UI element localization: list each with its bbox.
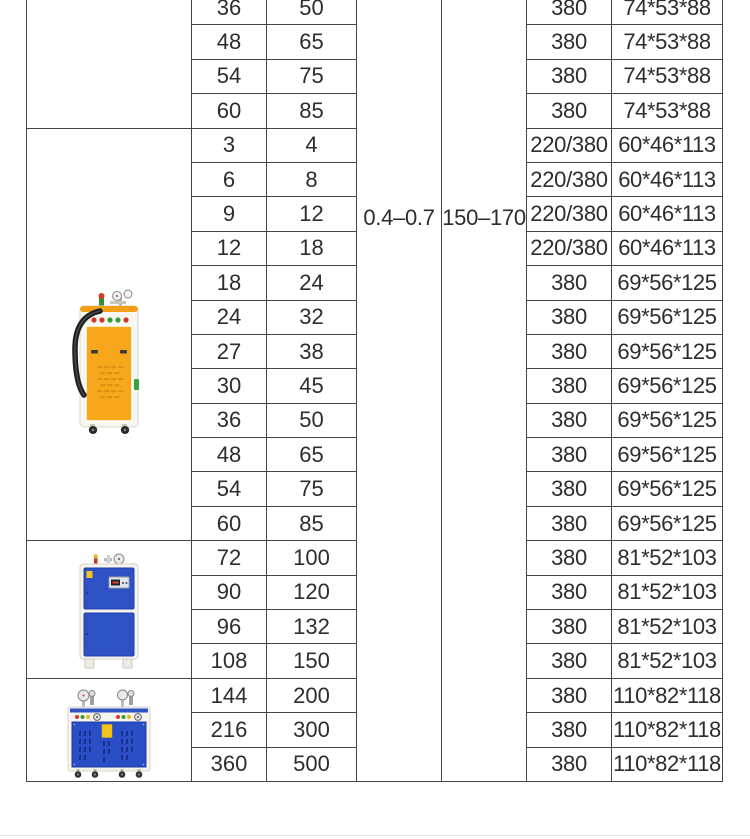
power-cell: 12	[192, 231, 267, 265]
power-cell: 108	[192, 644, 267, 678]
product-image-cell	[27, 678, 192, 781]
product-image-cell	[27, 128, 192, 541]
power-cell: 18	[192, 266, 267, 300]
voltage-cell: 380	[527, 541, 612, 575]
voltage-cell: 380	[527, 747, 612, 781]
capacity-cell: 38	[267, 334, 357, 368]
power-cell: 36	[192, 0, 267, 25]
power-cell: 6	[192, 162, 267, 196]
capacity-cell: 85	[267, 506, 357, 540]
section-divider	[0, 835, 750, 836]
dimensions-cell: 110*82*118	[612, 713, 723, 747]
voltage-cell: 380	[527, 575, 612, 609]
spec-table	[26, 0, 723, 782]
voltage-cell: 380	[527, 59, 612, 93]
dimensions-cell: 69*56*125	[612, 403, 723, 437]
power-cell: 144	[192, 678, 267, 712]
voltage-cell: 380	[527, 438, 612, 472]
capacity-cell: 65	[267, 25, 357, 59]
dimensions-cell: 60*46*113	[612, 128, 723, 162]
capacity-cell: 85	[267, 94, 357, 128]
power-cell: 48	[192, 438, 267, 472]
capacity-cell: 500	[267, 747, 357, 781]
power-cell: 36	[192, 403, 267, 437]
power-cell: 27	[192, 334, 267, 368]
pressure-merged-cell-label: 0.4–0.7	[363, 205, 435, 230]
power-cell: 24	[192, 300, 267, 334]
capacity-cell: 132	[267, 610, 357, 644]
dimensions-cell: 60*46*113	[612, 162, 723, 196]
dimensions-cell: 110*82*118	[612, 678, 723, 712]
temperature-merged-cell	[442, 0, 527, 781]
power-cell: 60	[192, 94, 267, 128]
capacity-cell: 120	[267, 575, 357, 609]
voltage-cell: 380	[527, 644, 612, 678]
dimensions-cell: 69*56*125	[612, 334, 723, 368]
steam-generator-yellow-image	[72, 289, 146, 435]
power-cell: 60	[192, 506, 267, 540]
capacity-cell: 100	[267, 541, 357, 575]
power-cell: 72	[192, 541, 267, 575]
voltage-cell: 380	[527, 369, 612, 403]
power-cell: 54	[192, 472, 267, 506]
dimensions-cell: 69*56*125	[612, 369, 723, 403]
voltage-cell: 380	[527, 678, 612, 712]
dimensions-cell: 74*53*88	[612, 59, 723, 93]
dimensions-cell: 60*46*113	[612, 231, 723, 265]
dimensions-cell: 110*82*118	[612, 747, 723, 781]
dimensions-cell: 69*56*125	[612, 438, 723, 472]
capacity-cell: 24	[267, 266, 357, 300]
voltage-cell: 380	[527, 94, 612, 128]
dimensions-cell: 81*52*103	[612, 610, 723, 644]
dimensions-cell: 74*53*88	[612, 0, 723, 25]
dimensions-cell: 69*56*125	[612, 266, 723, 300]
capacity-cell: 300	[267, 713, 357, 747]
dimensions-cell: 81*52*103	[612, 541, 723, 575]
capacity-cell: 50	[267, 0, 357, 25]
voltage-cell: 380	[527, 334, 612, 368]
voltage-cell: 220/380	[527, 231, 612, 265]
product-image-cell	[27, 0, 192, 128]
power-cell: 54	[192, 59, 267, 93]
capacity-cell: 200	[267, 678, 357, 712]
voltage-cell: 380	[527, 0, 612, 25]
steam-generator-blue-wide-image	[65, 689, 153, 778]
dimensions-cell: 74*53*88	[612, 94, 723, 128]
dimensions-cell: 69*56*125	[612, 300, 723, 334]
power-cell: 96	[192, 610, 267, 644]
voltage-cell: 380	[527, 610, 612, 644]
capacity-cell: 50	[267, 403, 357, 437]
voltage-cell: 380	[527, 713, 612, 747]
power-cell: 216	[192, 713, 267, 747]
voltage-cell: 220/380	[527, 197, 612, 231]
capacity-cell: 75	[267, 59, 357, 93]
power-cell: 90	[192, 575, 267, 609]
power-cell: 48	[192, 25, 267, 59]
dimensions-cell: 81*52*103	[612, 644, 723, 678]
voltage-cell: 380	[527, 300, 612, 334]
voltage-cell: 380	[527, 472, 612, 506]
voltage-cell: 380	[527, 266, 612, 300]
dimensions-cell: 69*56*125	[612, 472, 723, 506]
capacity-cell: 18	[267, 231, 357, 265]
power-cell: 30	[192, 369, 267, 403]
capacity-cell: 32	[267, 300, 357, 334]
spec-row	[27, 0, 723, 25]
capacity-cell: 8	[267, 162, 357, 196]
dimensions-cell: 60*46*113	[612, 197, 723, 231]
power-cell: 3	[192, 128, 267, 162]
voltage-cell: 380	[527, 506, 612, 540]
power-cell: 360	[192, 747, 267, 781]
power-cell: 9	[192, 197, 267, 231]
voltage-cell: 220/380	[527, 128, 612, 162]
capacity-cell: 45	[267, 369, 357, 403]
product-image-cell	[27, 541, 192, 679]
voltage-cell: 220/380	[527, 162, 612, 196]
pressure-merged-cell	[357, 0, 442, 781]
voltage-cell: 380	[527, 403, 612, 437]
capacity-cell: 4	[267, 128, 357, 162]
capacity-cell: 12	[267, 197, 357, 231]
steam-generator-blue-vertical-image	[74, 553, 144, 670]
dimensions-cell: 81*52*103	[612, 575, 723, 609]
capacity-cell: 65	[267, 438, 357, 472]
capacity-cell: 75	[267, 472, 357, 506]
dimensions-cell: 74*53*88	[612, 25, 723, 59]
voltage-cell: 380	[527, 25, 612, 59]
temperature-merged-cell-label: 150–170	[442, 205, 526, 230]
dimensions-cell: 69*56*125	[612, 506, 723, 540]
capacity-cell: 150	[267, 644, 357, 678]
